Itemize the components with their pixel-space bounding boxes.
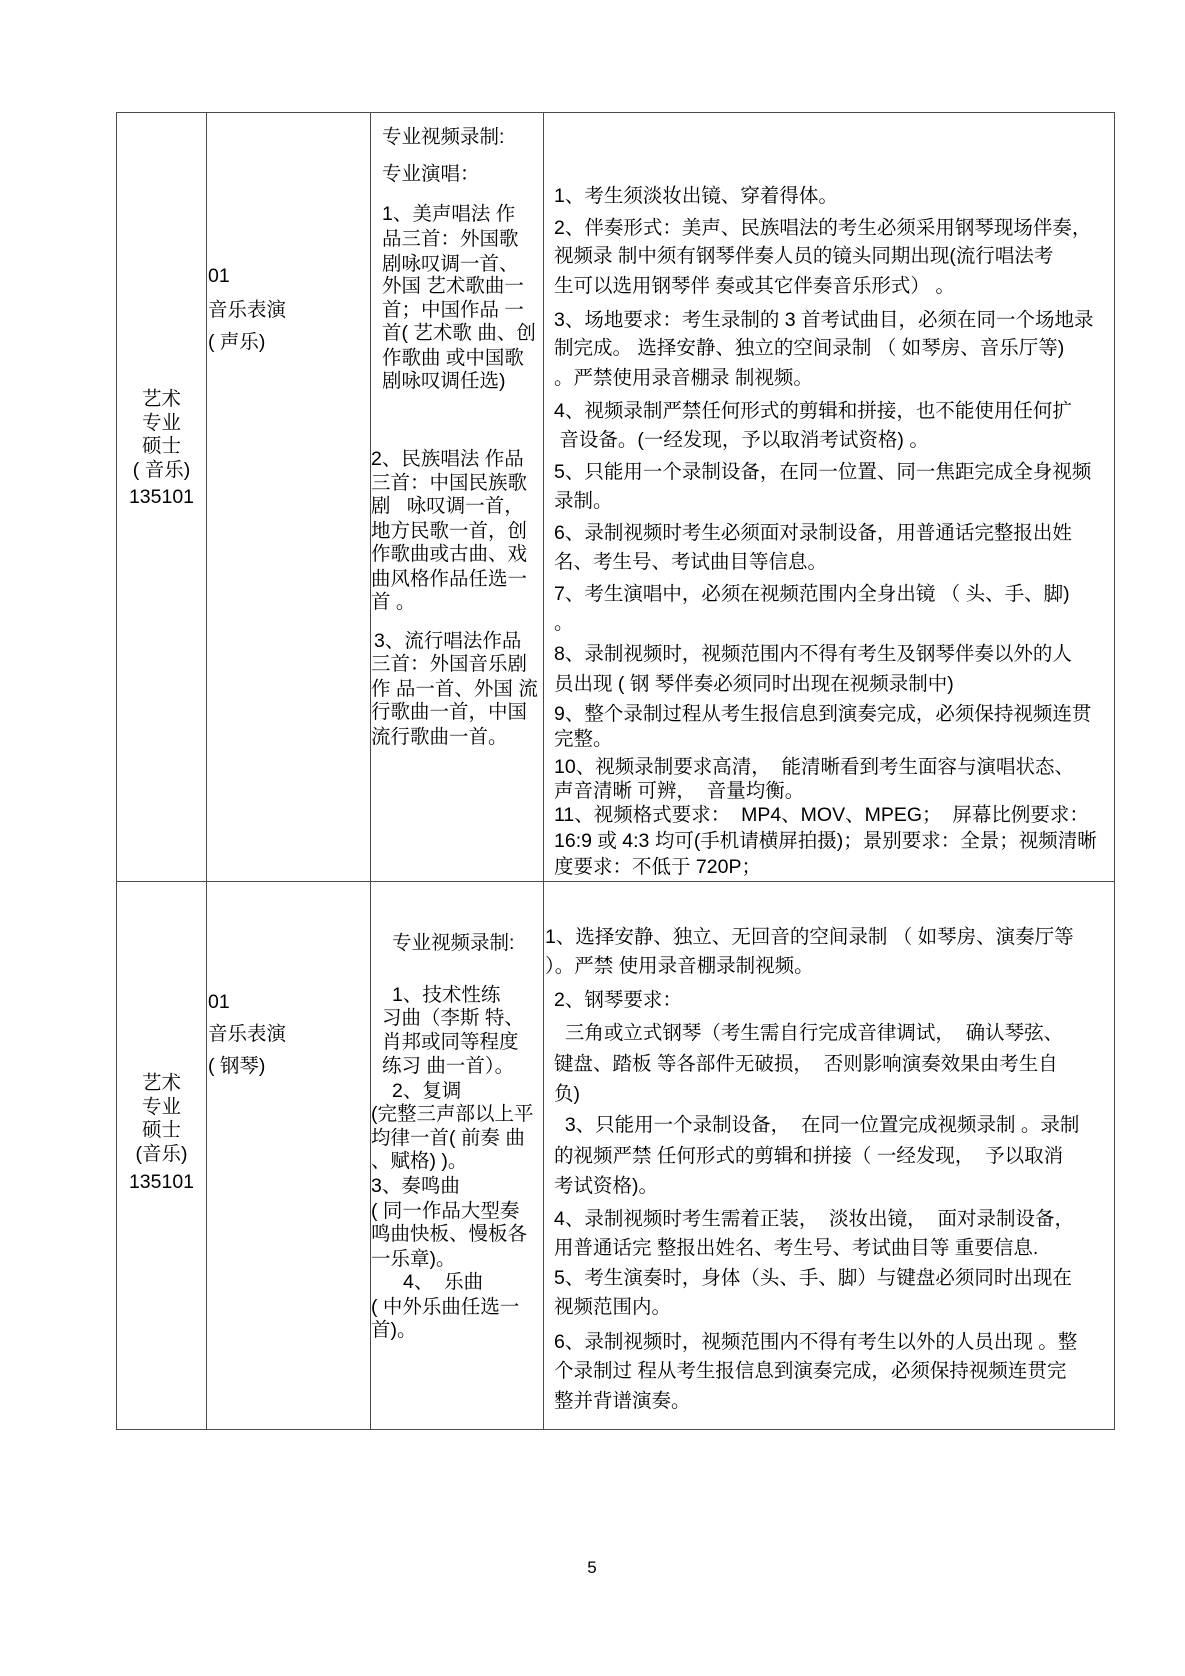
degree-line: ( 音乐) [132, 459, 191, 481]
requirement-line: 5、考生演奏时，身体（头、手、脚）与键盘必须同时出现在 [554, 1267, 1072, 1289]
requirement-line: 2、伴奏形式：美声、民族唱法的考生必须采用钢琴现场伴奏， [554, 217, 1092, 239]
requirement-line: 整并背谱演奏。 [554, 1390, 691, 1412]
requirement-line: 6、录制视频时，视频范围内不得有考生以外的人员出现 。整 [554, 1331, 1078, 1353]
content-line: 1、美声唱法 作 [382, 203, 516, 225]
major-cell [207, 113, 370, 881]
degree-line: 艺术 [141, 388, 181, 410]
requirement-line: 音设备。(一经发现，予以取消考试资格) 。 [554, 429, 929, 451]
content-cell [371, 113, 543, 881]
page-number: 5 [587, 1558, 597, 1577]
requirement-line: 5、只能用一个录制设备，在同一位置、同一焦距完成全身视频 [554, 461, 1092, 483]
content-line: 外国 艺术歌曲一 [382, 275, 524, 297]
requirements-cell [544, 882, 1114, 1429]
requirement-line: 11、视频格式要求： MP4、MOV、MPEG； 屏幕比例要求： [554, 804, 1089, 826]
requirement-line: 个录制过 程从考生报信息到演奏完成，必须保持视频连贯完 [554, 1360, 1067, 1382]
requirement-line: 考试资格)。 [554, 1175, 658, 1197]
content-line: 3、奏鸣曲 [371, 1175, 460, 1197]
content-line: 作 品一首、外国 流 [371, 678, 538, 700]
content-line: 均律一首( 前奏 曲 [371, 1127, 525, 1149]
requirement-line: 用普通话完 整报出姓名、考生号、考试曲目等 重要信息. [554, 1237, 1039, 1259]
content-line: 专业视频录制: [392, 932, 515, 954]
content-line: 剧 咏叹调一首， [371, 495, 524, 517]
content-line: 首；中国作品 一 [382, 299, 524, 321]
content-line: 作歌曲 或中国歌 [382, 347, 524, 369]
degree-line: 硕士 [141, 435, 181, 457]
requirement-line: 视频录 制中须有钢琴伴奏人员的镜头同期出现(流行唱法考 [554, 245, 1054, 267]
requirement-line: 视频范围内。 [554, 1296, 672, 1318]
degree-line: (音乐) [135, 1143, 188, 1165]
requirement-line: 8、录制视频时，视频范围内不得有考生及钢琴伴奏以外的人 [554, 643, 1072, 665]
content-line: 品三首：外国歌 [382, 228, 519, 250]
content-line: 首( 艺术歌 曲、创 [382, 322, 536, 344]
content-line: ( 同一作品大型奏 [371, 1200, 520, 1222]
content-line: 练习 曲一首）。 [382, 1055, 515, 1077]
requirement-line: 3、只能用一个录制设备， 在同一位置完成视频录制 。录制 [554, 1114, 1080, 1136]
requirement-line: 生可以选用钢琴伴 奏或其它伴奏音乐形式） 。 [554, 275, 955, 297]
requirement-line: 4、录制视频时考生需着正装， 淡妆出镜， 面对录制设备， [554, 1208, 1075, 1230]
degree-cell [117, 882, 206, 1429]
major-line: 音乐表演 [208, 299, 287, 321]
content-line: 作歌曲或古曲、戏 [371, 543, 528, 565]
requirement-line: 录制。 [554, 490, 613, 512]
requirement-line: 16:9 或 4:3 均可(手机请横屏拍摄)；景别要求：全景；视频清晰 [554, 830, 1097, 852]
content-line: 首 。 [371, 591, 416, 613]
content-line: 鸣曲快板、慢板各 [371, 1223, 528, 1245]
requirement-line: 1、选择安静、独立、无回音的空间录制 （ 如琴房、演奏厅等 [545, 926, 1074, 948]
major-line: 01 [208, 265, 230, 287]
content-line: 曲风格作品任选一 [371, 568, 528, 590]
content-line: 首)。 [371, 1319, 417, 1341]
requirement-line: 10、视频录制要求高清， 能清晰看到考生面容与演唱状态、 [554, 756, 1075, 778]
degree-line: 135101 [128, 1171, 195, 1193]
content-line: 肖邦或同等程度 [382, 1031, 519, 1053]
degree-cell [117, 113, 206, 881]
content-line: 三首：中国民族歌 [371, 472, 528, 494]
table-row [117, 113, 1114, 881]
content-line: 地方民歌一首，创 [371, 520, 528, 542]
content-line: 2、民族唱法 作品 [371, 448, 524, 470]
content-line: 、赋格) )。 [371, 1150, 468, 1172]
content-line: 三首：外国音乐剧 [371, 653, 528, 675]
requirement-line: 。 [554, 612, 574, 634]
degree-line: 专业 [141, 1096, 181, 1118]
requirement-line: 键盘、踏板 等各部件无破损， 否则影响演奏效果由考生自 [554, 1053, 1058, 1075]
degree-line: 艺术 [141, 1072, 181, 1094]
content-line: (完整三声部以上平 [371, 1103, 534, 1125]
requirement-line: 制完成。 选择安静、独立的空间录制 （ 如琴房、音乐厅等) [554, 337, 1065, 359]
content-line: 一乐章)。 [371, 1248, 456, 1270]
table-row [117, 882, 1114, 1429]
requirement-line: 负) [554, 1083, 580, 1105]
content-line: 专业演唱： [382, 163, 480, 185]
major-line: ( 声乐) [208, 331, 266, 353]
requirement-line: ）。严禁 使用录音棚录制视频。 [545, 955, 814, 977]
major-line: 01 [208, 991, 230, 1013]
requirement-line: 的视频严禁 任何形式的剪辑和拼接（ 一经发现， 予以取消 [554, 1145, 1064, 1167]
requirements-cell [544, 113, 1114, 881]
requirement-line: 3、场地要求：考生录制的 3 首考试曲目，必须在同一个场地录 [554, 309, 1094, 331]
degree-line: 135101 [128, 486, 195, 508]
content-line: 专业视频录制: [382, 126, 505, 148]
major-cell [207, 882, 370, 1429]
requirement-line: 2、钢琴要求： [554, 989, 682, 1011]
requirement-line: 度要求：不低于 720P； [554, 856, 761, 878]
degree-line: 专业 [141, 412, 181, 434]
requirement-line: 声音清晰 可辨， 音量均衡。 [554, 780, 805, 802]
requirement-line: 1、考生须淡妆出镜、穿着得体。 [554, 185, 838, 207]
content-line: 行歌曲一首，中国 [371, 701, 528, 723]
degree-line: 硕士 [141, 1119, 181, 1141]
requirement-line: 9、整个录制过程从考生报信息到演奏完成，必须保持视频连贯 [554, 703, 1092, 725]
requirement-line: 4、视频录制严禁任何形式的剪辑和拼接，也不能使用任何扩 [554, 400, 1072, 422]
requirement-line: 三角或立式钢琴（考生需自行完成音律调试， 确认琴弦、 [554, 1022, 1064, 1044]
content-line: 习曲（李斯 特、 [382, 1007, 524, 1029]
content-line: ( 中外乐曲任选一 [371, 1296, 520, 1318]
content-line: 2、复调 [392, 1080, 462, 1102]
requirement-line: 员出现 ( 钢 琴伴奏必须同时出现在视频录制中) [554, 673, 954, 695]
requirement-line: 。严禁使用录音棚录 制视频。 [554, 367, 813, 389]
major-line: 音乐表演 [208, 1023, 287, 1045]
content-line: 4、 乐曲 [403, 1271, 484, 1293]
content-line: 剧咏叹调一首、 [382, 253, 519, 275]
requirement-line: 完整。 [554, 728, 613, 750]
content-line: 流行歌曲一首。 [371, 726, 508, 748]
exam-requirements-table [116, 112, 1115, 1430]
major-line: ( 钢琴) [208, 1055, 266, 1077]
content-cell [371, 882, 543, 1429]
content-line: 1、技术性练 [392, 984, 501, 1006]
content-line: 剧咏叹调任选) [382, 370, 506, 392]
requirement-line: 7、考生演唱中，必须在视频范围内全身出镜 （ 头、手、脚) [554, 583, 1070, 605]
requirement-line: 6、录制视频时考生必须面对录制设备，用普通话完整报出姓 [554, 522, 1072, 544]
requirement-line: 名、考生号、考试曲目等信息。 [554, 551, 828, 573]
content-line: 3、流行唱法作品 [374, 630, 522, 652]
